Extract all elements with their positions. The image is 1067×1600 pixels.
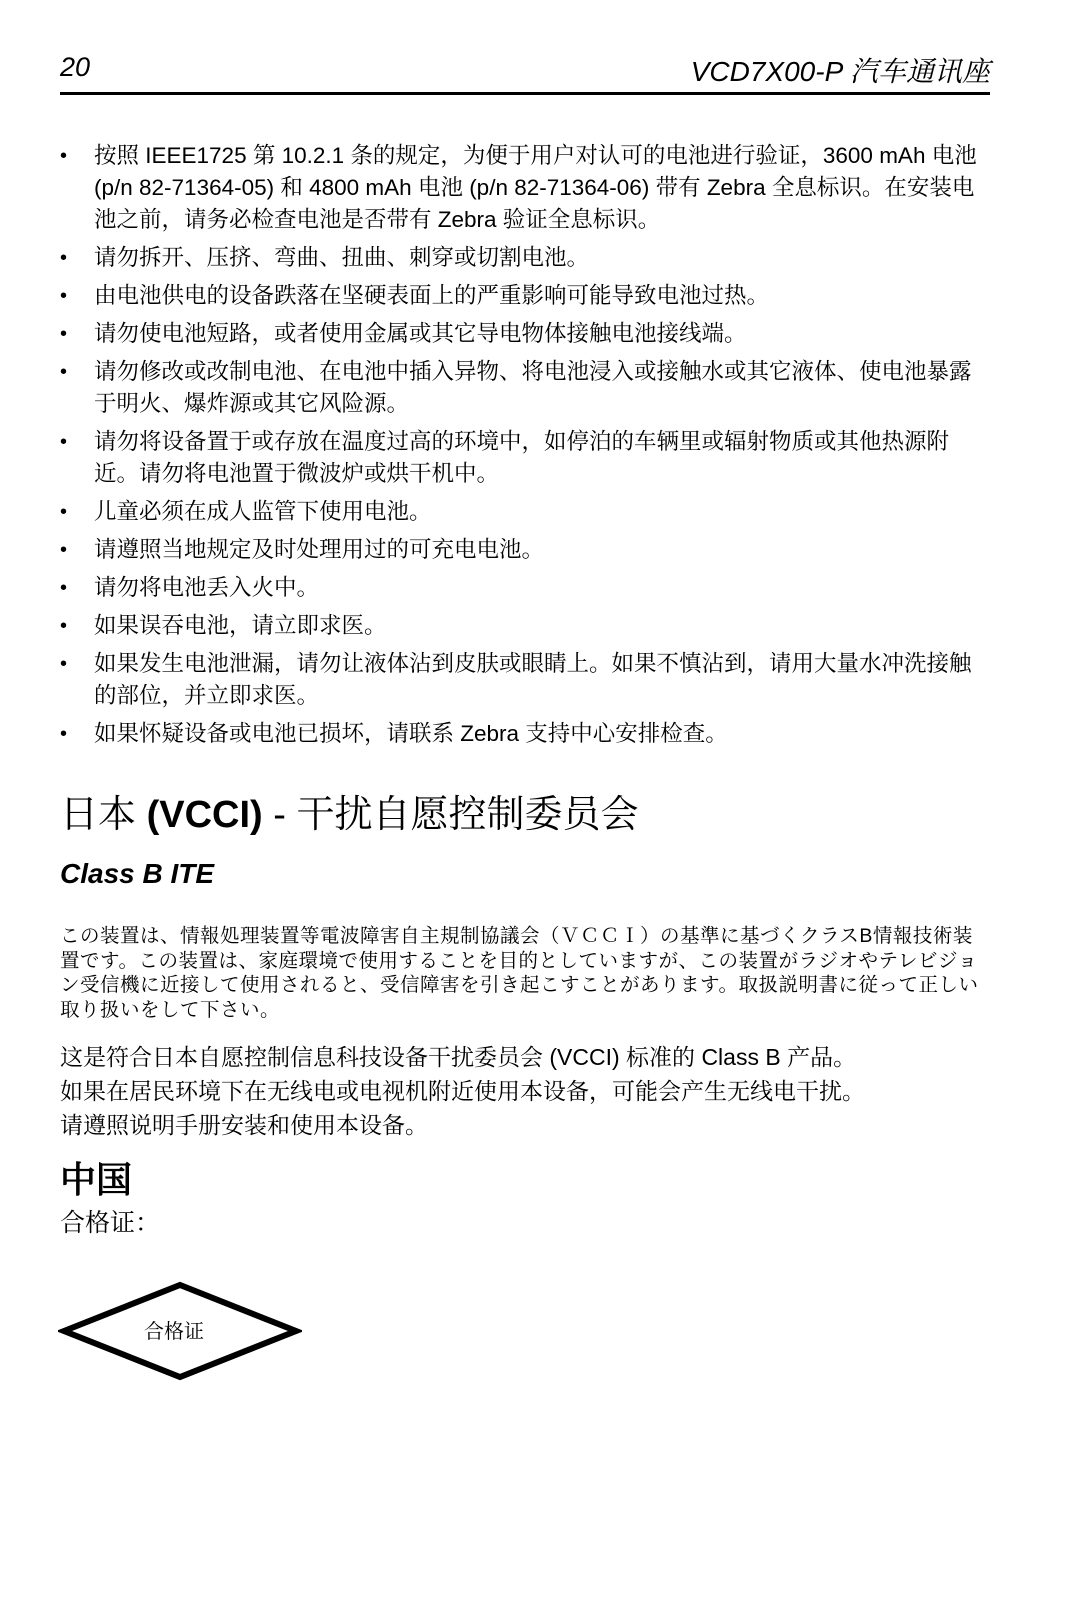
certificate-mark-text: 合格证 xyxy=(144,1319,204,1343)
vcci-heading: 日本 (VCCI) - 干扰自愿控制委员会 xyxy=(60,794,639,836)
list-item: • 请勿将电池丢入火中。 xyxy=(60,572,990,604)
statement-line: 请遵照说明手册安装和使用本设备。 xyxy=(60,1112,428,1138)
certificate-mark xyxy=(58,1280,302,1382)
list-item: • 请勿拆开、压挤、弯曲、扭曲、刺穿或切割电池。 xyxy=(60,242,990,274)
battery-safety-list xyxy=(60,140,990,756)
page-header xyxy=(60,50,990,95)
list-item: • 如果发生电池泄漏，请勿让液体沾到皮肤或眼睛上。如果不慎沾到，请用大量水冲洗接触的部位，并立即求医。 xyxy=(60,648,990,712)
bullet-dot-icon: • xyxy=(60,577,68,599)
bullet-dot-icon: • xyxy=(60,323,68,345)
bullet-dot-icon: • xyxy=(60,431,68,453)
bullet-dot-icon: • xyxy=(60,615,68,637)
bullet-dot-icon: • xyxy=(60,539,68,561)
list-item: • 请勿使电池短路，或者使用金属或其它导电物体接触电池接线端。 xyxy=(60,318,990,350)
bullet-dot-icon: • xyxy=(60,247,68,269)
document-title: VCD7X00-P 汽车通讯座 xyxy=(690,56,990,87)
list-item: • 请遵照当地规定及时处理用过的可充电电池。 xyxy=(60,534,990,566)
list-item: • 由电池供电的设备跌落在坚硬表面上的严重影响可能导致电池过热。 xyxy=(60,280,990,312)
list-item: • 请勿将设备置于或存放在温度过高的环境中，如停泊的车辆里或辐射物质或其他热源附近。请勿将电池置于微波炉或烘干机中。 xyxy=(60,426,990,490)
list-item: • 按照 IEEE1725 第 10.2.1 条的规定，为便于用户对认可的电池进行验证，3600 mAh 电池 (p/n 82-71364-05) 和 4800 mAh 电池 (p/n 82-71364-06) 带有 Zebra 全息标识。在安装电池之前，请务必检查电池是否带有 Zebra 验证全息标识。 xyxy=(60,140,990,236)
list-item: • 请勿修改或改制电池、在电池中插入异物、将电池浸入或接触水或其它液体、使电池暴露于明火、爆炸源或其它风险源。 xyxy=(60,356,990,420)
bullet-dot-icon: • xyxy=(60,653,68,675)
bullet-dot-icon: • xyxy=(60,501,68,523)
japanese-vcci-statement: この装置は、情報処理装置等電波障害自主規制協議会（ＶＣＣＩ）の基準に基づくクラスB情報技術装置です。この装置は、家庭環境で使用することを目的としていますが、この装置がラジオやテレビジョン受信機に近接して使用されると、受信障害を引き起こすことがあります。取扱説明書に従って正しい取り扱いをして下さい。 xyxy=(60,925,979,1021)
statement-line: 这是符合日本自愿控制信息科技设备干扰委员会 (VCCI) 标准的 Class B 产品。 xyxy=(60,1044,857,1070)
bullet-dot-icon: • xyxy=(60,145,68,167)
page-number: 20 xyxy=(60,52,91,82)
class-b-subheading: Class B ITE xyxy=(60,858,215,889)
list-item: • 如果怀疑设备或电池已损坏，请联系 Zebra 支持中心安排检查。 xyxy=(60,718,990,750)
certificate-label: 合格证： xyxy=(60,1209,161,1237)
chinese-vcci-statement xyxy=(60,1040,990,1142)
china-heading: 中国 xyxy=(60,1159,133,1200)
bullet-dot-icon: • xyxy=(60,361,68,383)
bullet-dot-icon: • xyxy=(60,285,68,307)
bullet-dot-icon: • xyxy=(60,723,68,745)
list-item: • 如果误吞电池，请立即求医。 xyxy=(60,610,990,642)
statement-line: 如果在居民环境下在无线电或电视机附近使用本设备，可能会产生无线电干扰。 xyxy=(60,1078,865,1104)
list-item: • 儿童必须在成人监管下使用电池。 xyxy=(60,496,990,528)
